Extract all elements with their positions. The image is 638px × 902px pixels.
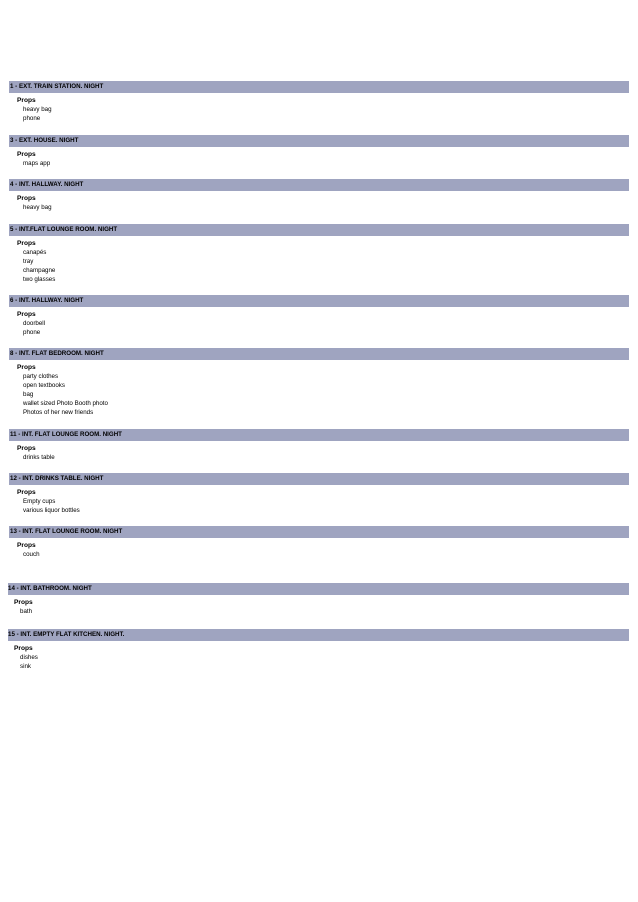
prop-item: bath	[20, 608, 33, 615]
prop-item: phone	[23, 329, 41, 337]
props-heading: Props	[17, 151, 36, 158]
prop-item: doorbell	[23, 320, 46, 327]
props-section	[9, 541, 629, 559]
scene-block	[9, 224, 629, 284]
props-section	[9, 96, 629, 123]
scene-heading: 6 - INT. HALLWAY. NIGHT	[9, 295, 629, 307]
scene-heading: 12 - INT. DRINKS TABLE. NIGHT	[9, 473, 629, 485]
scene-heading: 3 - EXT. HOUSE. NIGHT	[9, 135, 629, 147]
props-section	[9, 363, 629, 417]
scene-heading: 11 - INT. FLAT LOUNGE ROOM. NIGHT	[9, 429, 629, 441]
scene-heading: 4 - INT. HALLWAY. NIGHT	[9, 179, 629, 191]
prop-item: open textbooks	[23, 382, 65, 390]
scene-block	[9, 429, 629, 462]
props-section	[9, 444, 629, 462]
props-heading: Props	[17, 97, 36, 104]
prop-item: champagne	[23, 267, 56, 275]
scene-block	[9, 135, 629, 168]
scene-block	[9, 81, 629, 123]
scene-block	[9, 473, 629, 515]
props-heading: Props	[14, 599, 33, 606]
scene-heading: 13 - INT. FLAT LOUNGE ROOM. NIGHT	[9, 526, 629, 538]
props-heading: Props	[17, 195, 36, 202]
prop-item: various liquor bottles	[23, 507, 80, 515]
prop-item: party clothes	[23, 373, 59, 380]
prop-item: couch	[23, 551, 40, 558]
prop-item: wallet sized Photo Booth photo	[23, 400, 108, 408]
props-section	[9, 194, 629, 212]
props-heading: Props	[17, 364, 36, 371]
props-heading: Props	[17, 445, 36, 452]
scene-heading: 1 - EXT. TRAIN STATION. NIGHT	[9, 81, 629, 93]
prop-item: maps app	[23, 160, 51, 167]
props-heading: Props	[17, 542, 36, 549]
scene-block	[9, 348, 629, 417]
props-heading: Props	[17, 489, 36, 496]
props-section	[9, 310, 629, 337]
props-heading: Props	[17, 311, 36, 318]
scene-heading: 5 - INT.FLAT LOUNGE ROOM. NIGHT	[9, 224, 629, 236]
prop-item: dishes	[20, 654, 38, 661]
prop-item: bag	[23, 391, 34, 399]
props-section	[9, 488, 629, 515]
prop-item: Photos of her new friends	[23, 409, 94, 417]
scene-block	[9, 295, 629, 337]
prop-item: canapés	[23, 249, 47, 256]
prop-item: tray	[23, 258, 34, 266]
prop-item: drinks table	[23, 454, 55, 461]
prop-item: Empty cups	[23, 498, 56, 505]
props-section	[9, 644, 629, 671]
props-section	[9, 598, 629, 616]
scene-block	[9, 629, 629, 671]
scene-block	[9, 526, 629, 559]
scene-heading: 14 - INT. BATHROOM. NIGHT	[8, 583, 629, 595]
prop-item: phone	[23, 115, 41, 123]
prop-item: sink	[20, 663, 32, 671]
props-section	[9, 150, 629, 168]
scene-block	[9, 179, 629, 212]
scene-heading: 15 - INT. EMPTY FLAT KITCHEN. NIGHT.	[8, 629, 629, 641]
prop-item: heavy bag	[23, 204, 52, 211]
props-heading: Props	[17, 240, 36, 247]
props-section	[9, 239, 629, 284]
props-heading: Props	[14, 645, 33, 652]
scene-block	[9, 583, 629, 616]
scene-heading: 8 - INT. FLAT BEDROOM. NIGHT	[9, 348, 629, 360]
prop-item: two glasses	[23, 276, 56, 284]
prop-item: heavy bag	[23, 106, 52, 113]
